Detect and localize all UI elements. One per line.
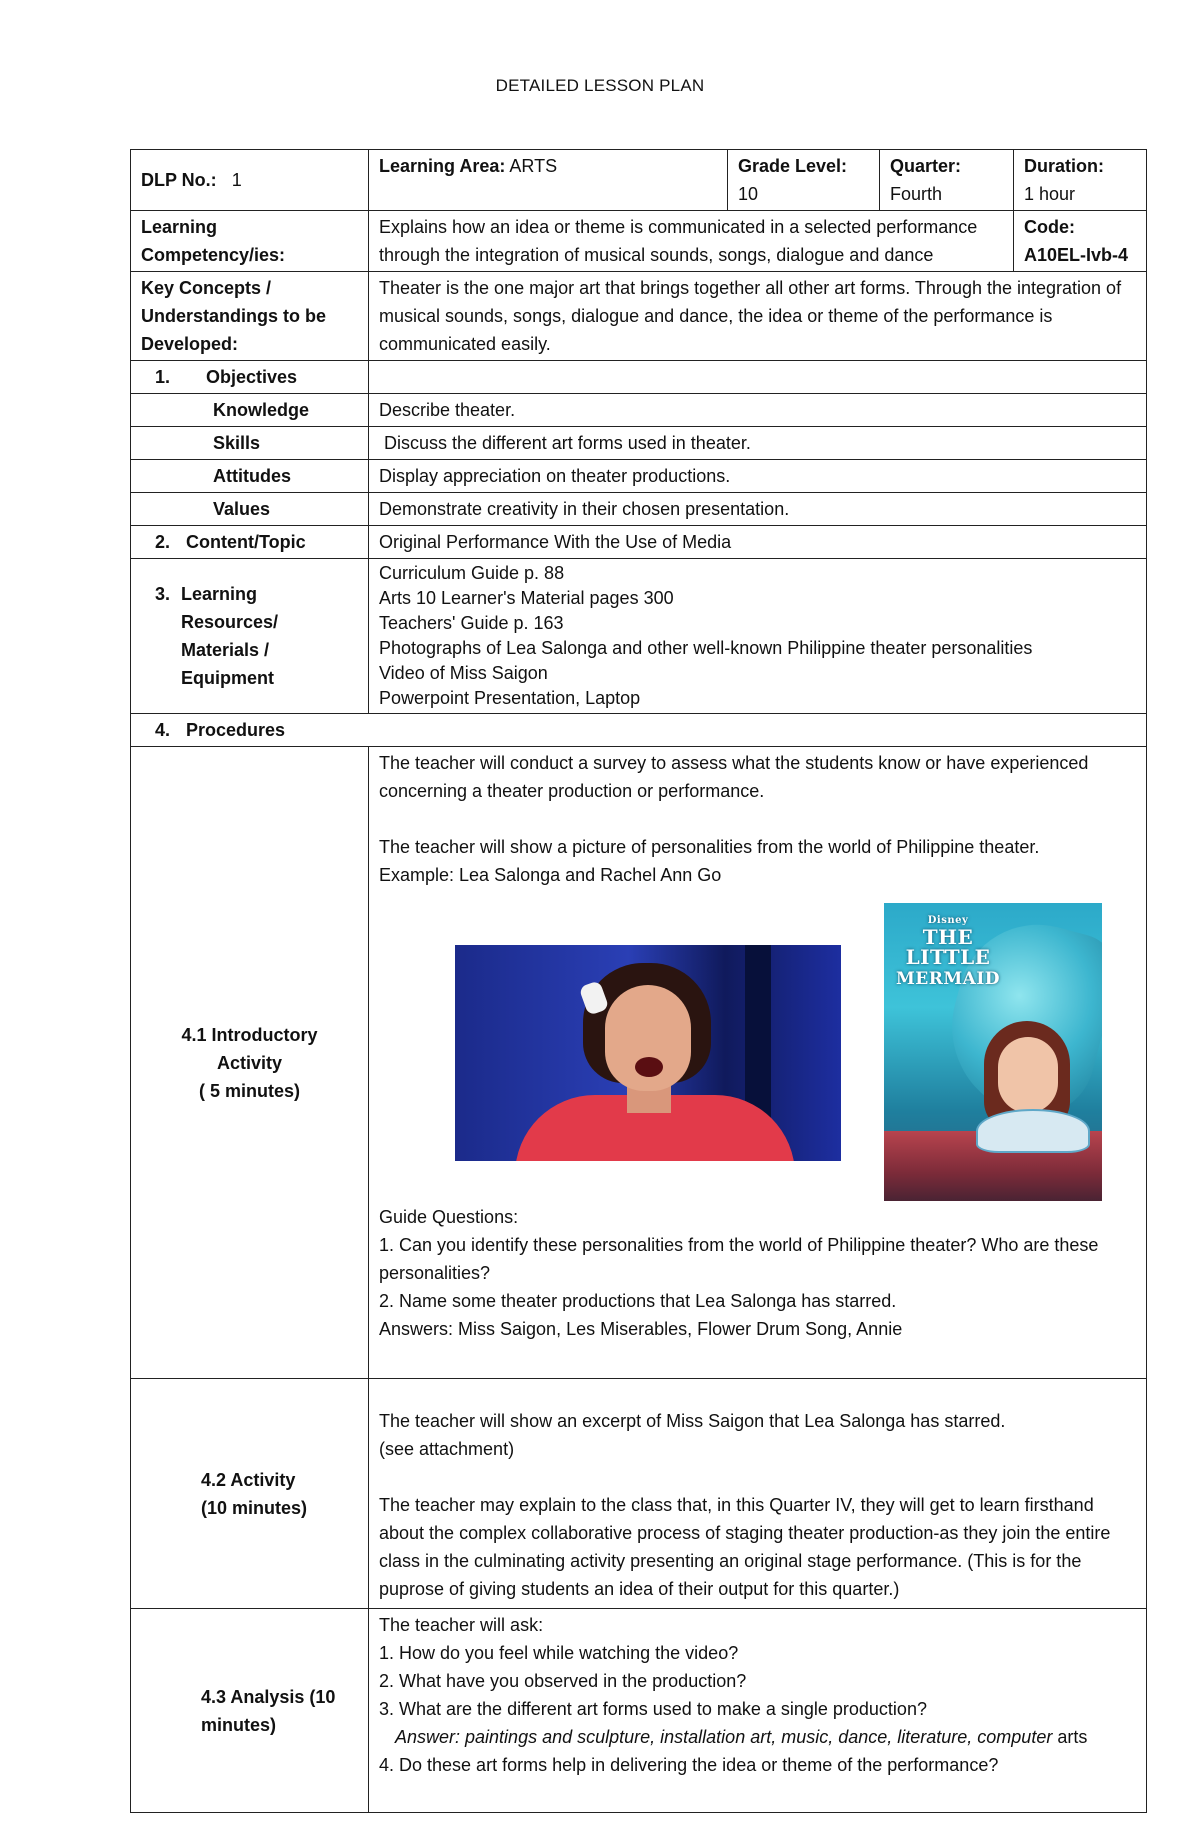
quarter-label: Quarter:	[890, 156, 962, 176]
resources-heading	[131, 559, 369, 714]
photo-row	[379, 903, 1136, 1203]
intro-paragraph-line: Example: Lea Salonga and Rachel Ann Go	[379, 865, 722, 885]
attitudes-text: Display appreciation on theater productions.	[369, 460, 1147, 493]
guide-answers: Answers: Miss Saigon, Les Miserables, Flower Drum Song, Annie	[379, 1319, 903, 1339]
grade-level-label: Grade Level:	[738, 156, 848, 176]
values-label: Values	[131, 493, 369, 526]
competency-text-line: through the integration of musical sounds, songs, dialogue and dance	[379, 245, 934, 265]
procedures-label: Procedures	[186, 720, 286, 740]
key-concepts-label-line: Understandings to be	[141, 306, 327, 326]
activity-paragraph-line: The teacher will show an excerpt of Miss Saigon that Lea Salonga has starred.	[379, 1411, 1006, 1431]
duration-label: Duration:	[1024, 156, 1104, 176]
resource-item: Curriculum Guide p. 88	[379, 563, 565, 583]
content-text: Original Performance With the Use of Media	[369, 526, 1147, 559]
grade-level-value: 10	[738, 184, 759, 204]
knowledge-row	[131, 394, 1147, 427]
competency-label-line: Competency/ies:	[141, 245, 286, 265]
skills-label: Skills	[131, 427, 369, 460]
dlp-number-cell	[131, 150, 369, 211]
skills-row	[131, 427, 1147, 460]
key-concepts-label-line: Developed:	[141, 334, 239, 354]
competency-row	[131, 211, 1147, 272]
analysis-question: 2. What have you observed in the production?	[379, 1671, 747, 1691]
guide-questions-label: Guide Questions:	[379, 1207, 519, 1227]
guide-question: 1. Can you identify these personalities from the world of Philippine theater? Who are these personalities?	[379, 1235, 1099, 1283]
page-title: DETAILED LESSON PLAN	[495, 76, 705, 95]
content-row	[131, 526, 1147, 559]
activity-label-line: 4.2 Activity	[201, 1469, 296, 1490]
analysis-answer-tail: arts	[1052, 1727, 1088, 1747]
analysis-answer-italic: Answer: paintings and sculpture, installation art, music, dance, literature, computer	[395, 1727, 1053, 1747]
learning-area-label: Learning Area:	[379, 156, 506, 176]
competency-label-cell	[131, 211, 369, 272]
intro-paragraph: The teacher will conduct a survey to assess what the students know or have experienced concerning a theater production or performance.	[379, 753, 1089, 801]
resources-label-line: Learning	[181, 584, 258, 604]
poster-title: Disney THE LITTLE MERMAID	[895, 915, 1001, 989]
header-row	[131, 150, 1147, 211]
analysis-lead: The teacher will ask:	[379, 1615, 544, 1635]
procedures-heading	[131, 714, 1147, 747]
introductory-activity-content	[369, 747, 1147, 1379]
intro-paragraph-line: The teacher will show a picture of personalities from the world of Philippine theater.	[379, 837, 1040, 857]
lesson-plan-table	[130, 149, 1147, 1813]
duration-cell	[1014, 150, 1147, 211]
analysis-row	[131, 1609, 1147, 1813]
values-text: Demonstrate creativity in their chosen presentation.	[369, 493, 1147, 526]
objectives-empty-cell	[369, 361, 1147, 394]
resource-item: Video of Miss Saigon	[379, 663, 548, 683]
content-heading	[131, 526, 369, 559]
activity-paragraph-line: (see attachment)	[379, 1439, 515, 1459]
procedures-row	[131, 714, 1147, 747]
objectives-number: 1.	[155, 367, 171, 387]
learning-area-cell	[369, 150, 728, 211]
duration-value: 1 hour	[1024, 184, 1076, 204]
code-label: Code:	[1024, 217, 1075, 237]
competency-label-line: Learning	[141, 217, 218, 237]
analysis-label-line: minutes)	[201, 1714, 277, 1735]
intro-label-line: Activity	[216, 1052, 283, 1073]
objectives-label: Objectives	[206, 367, 298, 387]
analysis-label-line: 4.3 Analysis (10	[201, 1686, 336, 1707]
dlp-number-label: DLP No.:	[141, 170, 217, 190]
introductory-activity-label	[131, 747, 369, 1379]
code-cell	[1014, 211, 1147, 272]
grade-level-cell	[728, 150, 880, 211]
analysis-question: 3. What are the different art forms used to make a single production?	[379, 1699, 927, 1719]
code-value: A10EL-Ivb-4	[1024, 245, 1129, 265]
intro-label-line: ( 5 minutes)	[198, 1080, 300, 1101]
introductory-activity-row	[131, 747, 1147, 1379]
activity-paragraph: The teacher may explain to the class that, in this Quarter IV, they will get to learn firsthand about the complex collaborative process of staging theater production-as they join the entire class in the culminating activity presenting an original stage performance. (This is for the puprose of giving students an idea of their output for this quarter.)	[379, 1495, 1111, 1599]
procedures-number: 4.	[155, 720, 171, 740]
competency-text-line: Explains how an idea or theme is communicated in a selected performance	[379, 217, 978, 237]
quarter-cell	[880, 150, 1014, 211]
dlp-number-value: 1	[231, 170, 242, 190]
resources-label-line: Resources/	[181, 612, 279, 632]
content-number: 2.	[155, 532, 171, 552]
little-mermaid-poster	[884, 903, 1102, 1201]
resources-label-line: Equipment	[181, 668, 274, 688]
analysis-answer	[379, 1723, 1136, 1751]
key-concepts-label-line: Key Concepts /	[141, 278, 272, 298]
activity-content	[369, 1379, 1147, 1609]
activity-row	[131, 1379, 1147, 1609]
activity-label	[131, 1379, 369, 1609]
attitudes-row	[131, 460, 1147, 493]
resource-item: Photographs of Lea Salonga and other well-known Philippine theater personalities	[379, 638, 1033, 658]
resources-number: 3.	[155, 584, 171, 604]
skills-text: Discuss the different art forms used in theater.	[369, 427, 1147, 460]
analysis-label	[131, 1609, 369, 1813]
competency-text-cell	[369, 211, 1014, 272]
attitudes-label: Attitudes	[131, 460, 369, 493]
lea-salonga-photo	[455, 945, 841, 1161]
guide-question: 2. Name some theater productions that Lea Salonga has starred.	[379, 1291, 897, 1311]
resource-item: Powerpoint Presentation, Laptop	[379, 688, 641, 708]
content-label: Content/Topic	[186, 532, 306, 552]
objectives-heading	[131, 361, 369, 394]
analysis-question: 1. How do you feel while watching the video?	[379, 1643, 739, 1663]
analysis-content	[369, 1609, 1147, 1813]
knowledge-label: Knowledge	[131, 394, 369, 427]
learning-area-value: ARTS	[509, 156, 558, 176]
resources-list	[369, 559, 1147, 714]
resources-label-line: Materials /	[181, 640, 270, 660]
intro-label-line: 4.1 Introductory	[181, 1024, 318, 1045]
knowledge-text: Describe theater.	[369, 394, 1147, 427]
values-row	[131, 493, 1147, 526]
key-concepts-text: Theater is the one major art that brings together all other art forms. Through the integration of musical sounds, songs, dialogue and dance, the idea or theme of the performance is communicated easily.	[369, 272, 1147, 361]
key-concepts-label-cell	[131, 272, 369, 361]
resource-item: Teachers' Guide p. 163	[379, 613, 564, 633]
resource-item: Arts 10 Learner's Material pages 300	[379, 588, 674, 608]
activity-label-line: (10 minutes)	[201, 1497, 308, 1518]
analysis-question: 4. Do these art forms help in delivering the idea or theme of the performance?	[379, 1755, 999, 1775]
key-concepts-row	[131, 272, 1147, 361]
resources-row	[131, 559, 1147, 714]
objectives-row	[131, 361, 1147, 394]
quarter-value: Fourth	[890, 184, 943, 204]
